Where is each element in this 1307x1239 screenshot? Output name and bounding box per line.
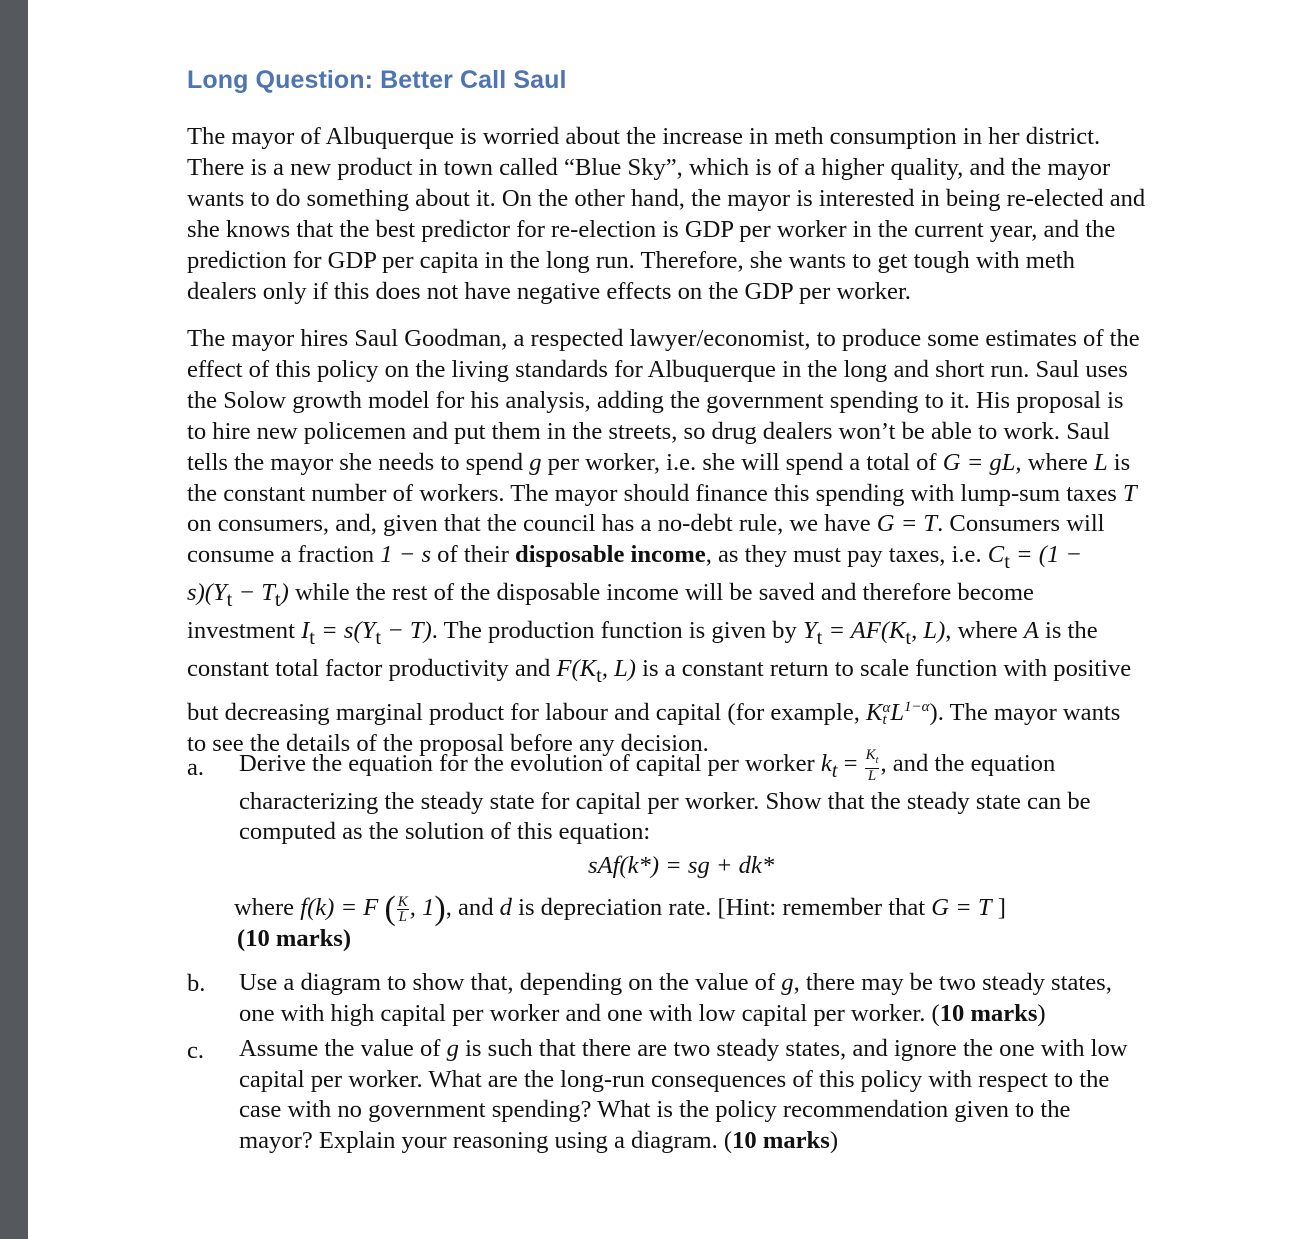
text: but decreasing marginal product for labour and capital (for example, [187, 698, 867, 726]
text: Use a diagram to show that, depending on the value of [239, 969, 782, 996]
text: the constant number of workers. The mayor should finance this spending with lump-sum taxes [187, 479, 1123, 507]
math: s)(Y [187, 579, 227, 607]
text: = [837, 750, 864, 778]
paren: ) [434, 890, 446, 927]
math: − T) [381, 616, 432, 644]
text: , as they must pay taxes, i.e. [705, 541, 988, 569]
text-line [187, 479, 1227, 510]
text: of their [431, 541, 516, 569]
text: is depreciation rate. [Hint: remember that [511, 894, 932, 921]
numerator: K [865, 747, 876, 763]
text: tells the mayor she needs to spend [187, 448, 530, 476]
text: , and [445, 894, 500, 921]
text: ) [1037, 999, 1046, 1027]
text: ). The mayor wants [929, 698, 1121, 726]
text: Derive the equation for the evolution of capital per worker [239, 750, 821, 778]
text-line [239, 999, 1229, 1030]
numerator: K [397, 893, 408, 910]
subscript: t [905, 626, 912, 649]
document-page [28, 0, 1307, 1239]
text: , there may be two steady states, [793, 969, 1112, 996]
subscript: t [1004, 551, 1010, 574]
text: , where [945, 616, 1024, 644]
subscript: t [831, 760, 838, 783]
text-line: the Solow growth model for his analysis, adding the government spending to it. His proposal is [187, 386, 1124, 414]
text-line [187, 448, 1227, 479]
text-line: wants to do something about it. On the other hand, the mayor is interested in being re-elected and [187, 184, 1146, 212]
math: g [781, 969, 794, 996]
math: , 1 [409, 894, 435, 921]
math: C [987, 541, 1005, 569]
math: A [1023, 616, 1039, 644]
question-c [239, 1034, 1229, 1156]
math: T [1122, 479, 1137, 507]
paren: ( [384, 890, 396, 927]
text: , and the equation [880, 750, 1056, 778]
text-line: prediction for GDP per capita in the long run. Therefore, she wants to get tough with meth [187, 246, 1075, 274]
text: while the rest of the disposable income will be saved and therefore become [288, 579, 1034, 607]
math: G = T [876, 510, 938, 538]
marks: (10 marks) [237, 924, 352, 952]
math: − T [232, 579, 275, 607]
text-line [239, 968, 1229, 999]
question-b-label: b. [187, 970, 206, 997]
question-a-label: a. [187, 754, 205, 781]
question-b [239, 968, 1229, 1029]
text: where [234, 894, 301, 921]
text-line: dealers only if this does not have negative effects on the GDP per worker. [187, 277, 911, 305]
fraction [397, 895, 409, 924]
text: per worker, i.e. she will spend a total of [541, 448, 943, 476]
subscript: t [274, 589, 281, 612]
math: L [1093, 448, 1108, 476]
text-line [187, 509, 1227, 540]
text-line [187, 578, 1227, 616]
text-line: computed as the solution of this equation: [239, 818, 651, 846]
math: 1 − s [380, 541, 432, 569]
text-line: to hire new policemen and put them in the streets, so drug dealers won’t be able to work. Saul [187, 417, 1110, 445]
subscript: t [226, 589, 233, 612]
marks: 10 marks [732, 1126, 830, 1154]
text: mayor? Explain your reasoning using a diagram. ( [239, 1126, 733, 1154]
text: Assume the value of [239, 1035, 447, 1062]
text-line: characterizing the steady state for capital per worker. Show that the steady state can be [239, 787, 1091, 815]
text-line [187, 616, 1227, 654]
text-line: effect of this policy on the living standards for Albuquerque in the long and short run. Saul uses [187, 355, 1128, 383]
marks: 10 marks [939, 999, 1038, 1027]
superscript: α [882, 699, 891, 716]
denominator: L [867, 768, 877, 784]
text: is a constant return to scale function with positive [635, 654, 1132, 682]
subscript: t [309, 626, 315, 649]
text: is such that there are two steady states, and ignore the one with low [458, 1035, 1128, 1062]
math: = AF(K [822, 616, 906, 644]
text-line: The mayor hires Saul Goodman, a respected lawyer/economist, to produce some estimates of the [187, 325, 1140, 352]
math: = (1 − [1009, 541, 1083, 569]
question-a-continued [234, 890, 1224, 954]
text-line: case with no government spending? What is the policy recommendation given to the [239, 1096, 1071, 1124]
math: , L) [601, 654, 636, 682]
math: , L) [911, 616, 946, 644]
subscript: t [875, 755, 879, 766]
text-line [234, 890, 1224, 927]
bold-term: disposable income [515, 541, 706, 569]
text: constant total factor productivity and [187, 654, 557, 682]
subscript: t [816, 626, 823, 649]
text-line [187, 692, 1227, 729]
math: k [820, 750, 832, 778]
text: . Consumers will [937, 510, 1105, 538]
text: ] [991, 894, 1006, 921]
math: d [499, 894, 512, 921]
subscript: t [882, 711, 887, 728]
math: f(k) = F [300, 894, 379, 921]
text: ) [829, 1126, 839, 1154]
text-line: she knows that the best predictor for re-election is GDP per worker in the current year, and the [187, 215, 1116, 243]
superscript: 1−α [904, 698, 930, 715]
math: G = gL [942, 448, 1016, 476]
text-line [237, 924, 1224, 955]
math: g [529, 448, 542, 476]
text-line [239, 1034, 1229, 1065]
model-paragraph [187, 324, 1227, 760]
text-line: to see the details of the proposal before any decision. [187, 729, 709, 757]
denominator: L [398, 908, 407, 925]
text: , where [1015, 448, 1094, 476]
intro-paragraph [187, 122, 1227, 307]
text: one with high capital per worker and one with low capital per worker. ( [239, 999, 940, 1027]
text-line: There is a new product in town called “Blue Sky”, which is of a higher quality, and the mayor [187, 153, 1111, 181]
steady-state-equation: sAf(k*) = sg + dk* [588, 852, 775, 879]
fraction [865, 748, 880, 783]
math: ) [280, 579, 289, 607]
text-line [239, 748, 1229, 787]
text-line [187, 654, 1227, 692]
math: K [866, 698, 883, 726]
text: investment [187, 616, 302, 644]
text: consume a fraction [187, 541, 381, 569]
text-line [187, 540, 1227, 578]
math: G = T [931, 894, 992, 921]
subscript: t [596, 664, 602, 687]
math: F(K [556, 654, 597, 682]
document-heading: Long Question: Better Call Saul [187, 66, 567, 94]
text: is [1107, 448, 1131, 476]
question-c-label: c. [187, 1037, 205, 1064]
text: . The production function is given by [431, 616, 803, 644]
text-line: capital per worker. What are the long-run consequences of this policy with respect to the [239, 1065, 1110, 1093]
question-a [239, 748, 1229, 848]
text-line [239, 1126, 1229, 1157]
math: I [301, 616, 310, 644]
subscript: t [375, 626, 382, 649]
math: = s(Y [314, 616, 376, 644]
math: Y [802, 616, 817, 644]
text: is the [1038, 616, 1098, 644]
text: on consumers, and, given that the council has a no-debt rule, we have [187, 510, 877, 538]
text-line: The mayor of Albuquerque is worried about the increase in meth consumption in her district. [187, 123, 1101, 150]
math: L [890, 698, 904, 726]
window-left-edge [0, 0, 28, 1239]
math: g [446, 1035, 459, 1062]
